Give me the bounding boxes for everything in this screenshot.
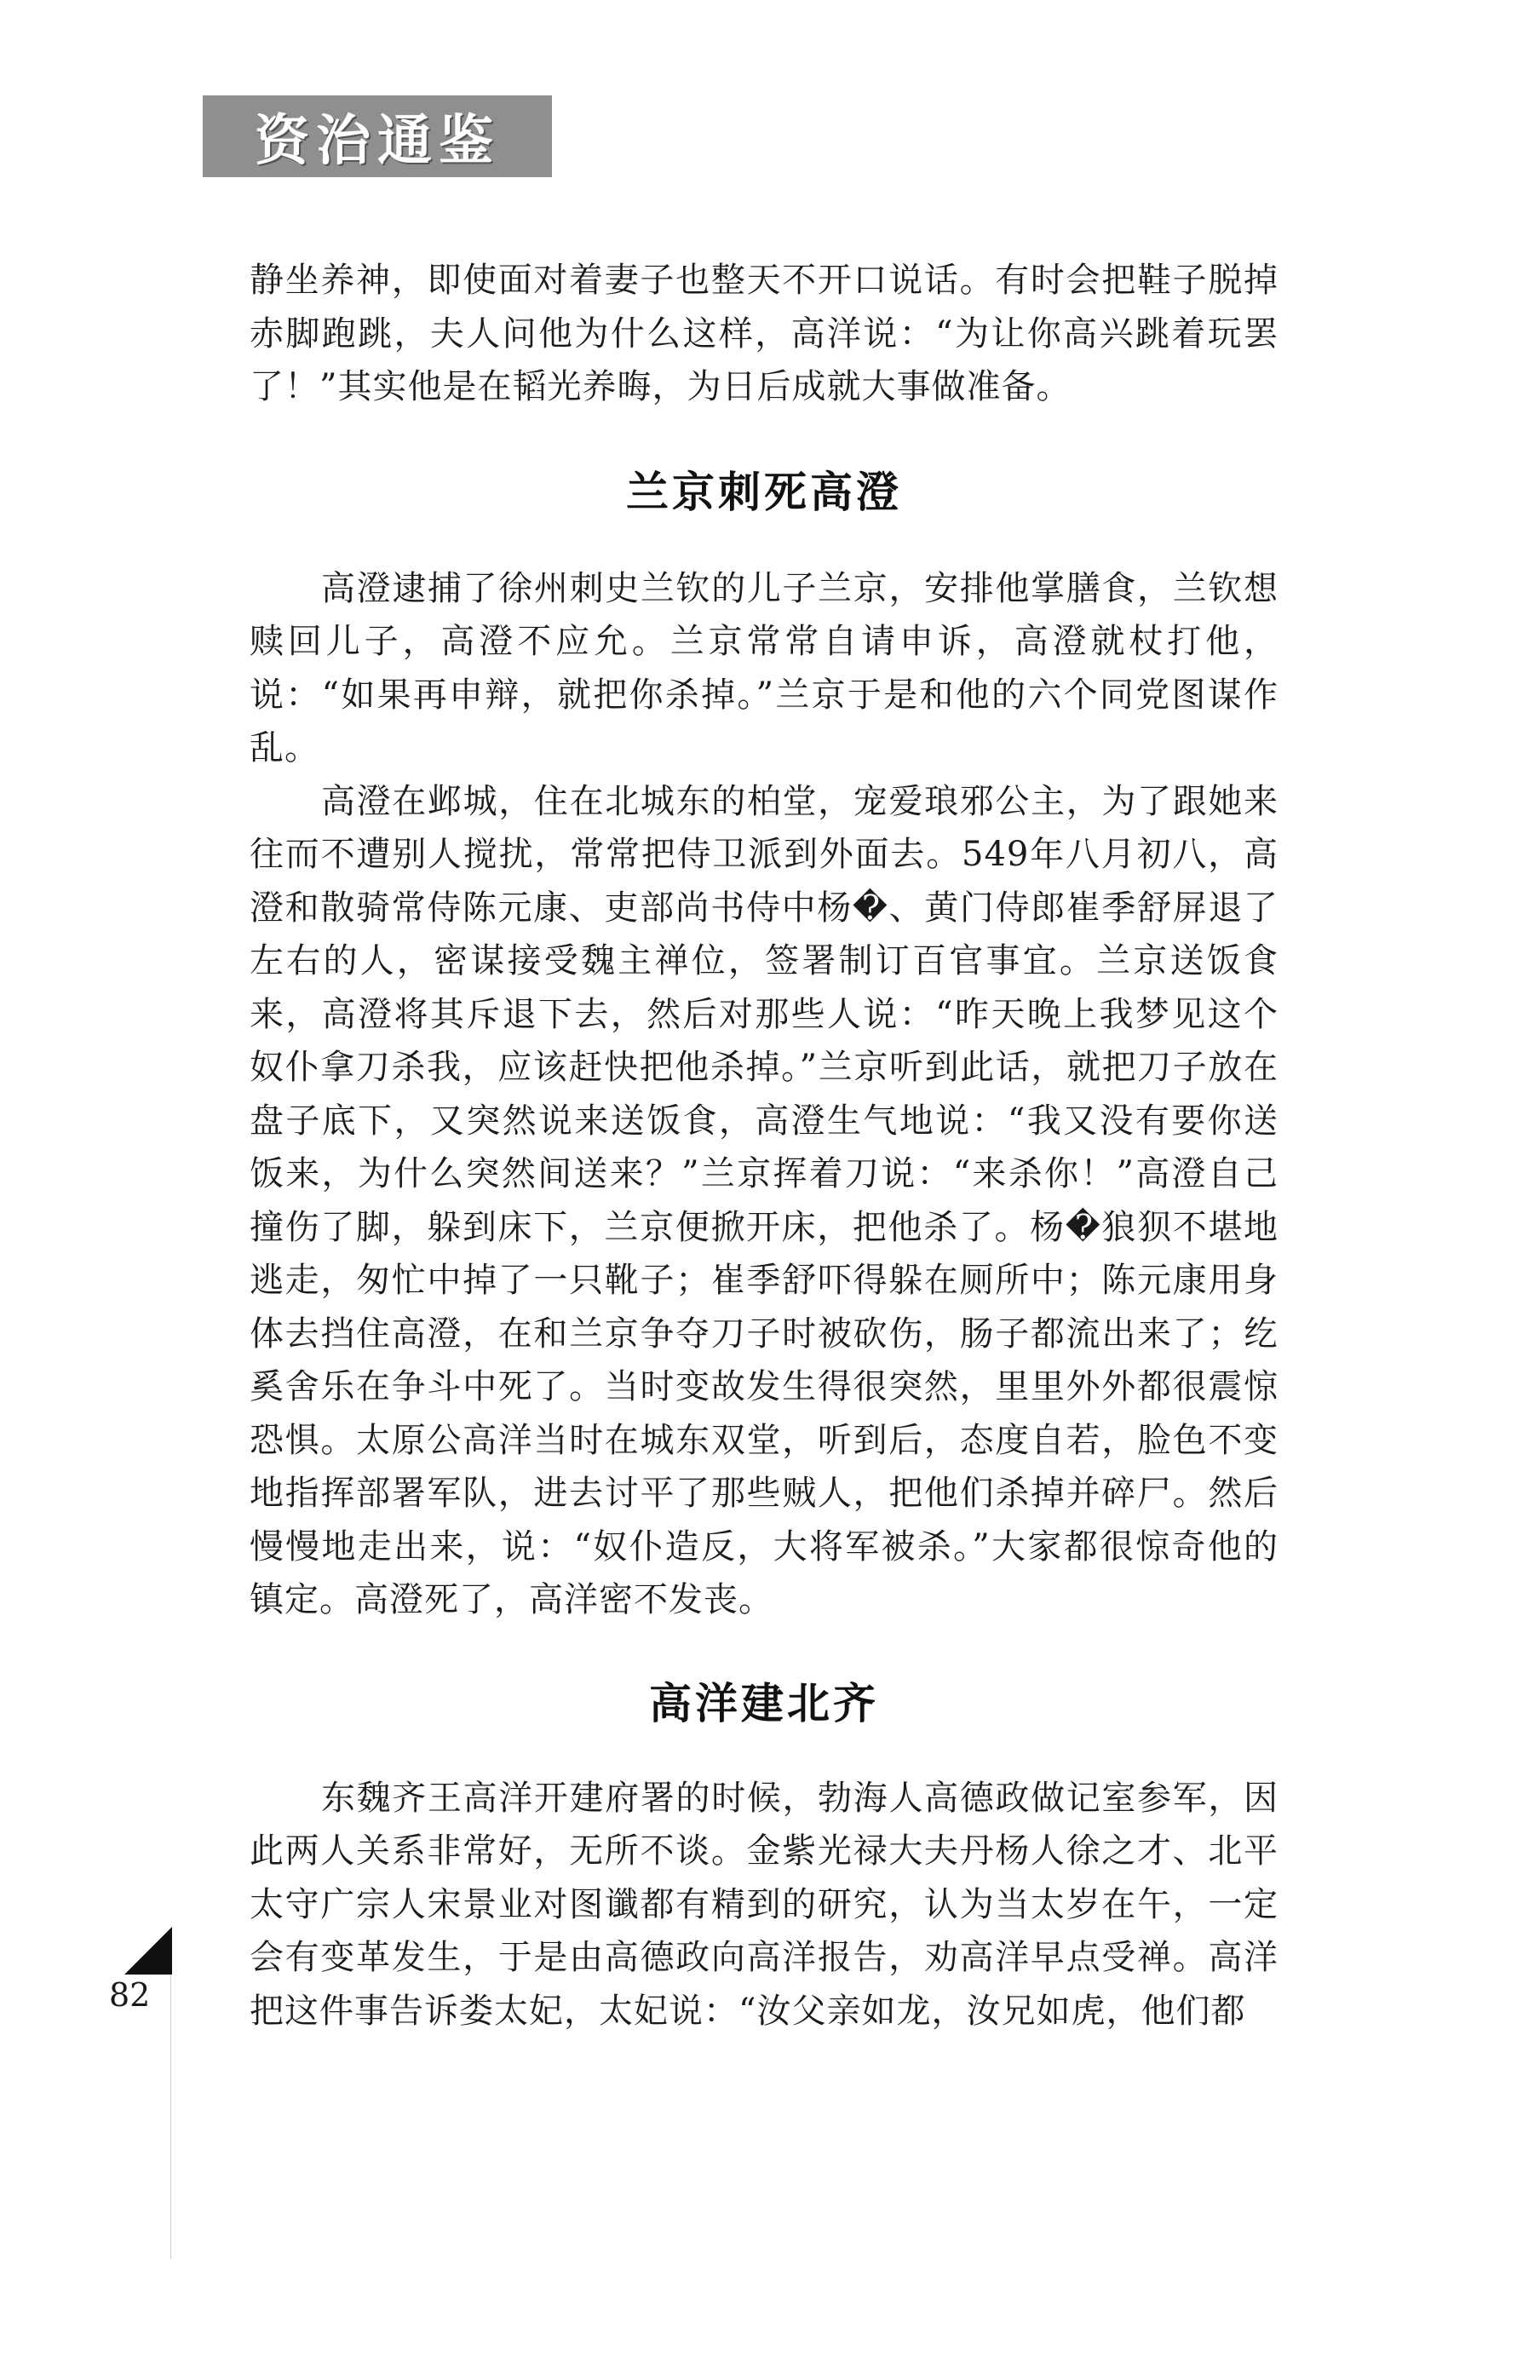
section-2-paragraph-1: 东魏齐王高洋开建府署的时候，勃海人高德政做记室参军，因此两人关系非常好，无所不谈。金紫光禄大夫丹杨人徐之才、北平太守广宗人宋景业对图谶都有精到的研究，认为当太岁在午，一定会有变革发生，于是由高德政向高洋报告，劝高洋早点受禅。高洋把这件事告诉娄太妃，太妃说：“汝父亲如龙，汝兄如虎，他们都 (250, 1778, 1279, 2031)
section-1-paragraph-1: 高澄逮捕了徐州刺史兰钦的儿子兰京，安排他掌膳食，兰钦想赎回儿子，高澄不应允。兰京常常自请申诉，高澄就杖打他，说：“如果再申辩，就把你杀掉。”兰京于是和他的六个同党图谋作乱。 (250, 568, 1279, 767)
page-number: 82 (109, 1976, 151, 2014)
section-heading-gaoyang: 高洋建北齐 (649, 1678, 879, 1728)
margin-rule (170, 1975, 171, 2259)
page-content (250, 254, 1279, 2038)
section-1-paragraph-2: 高澄在邺城，住在北城东的柏堂，宠爱琅邪公主，为了跟她来往而不遭别人搅扰，常常把侍卫派到外面去。549年八月初八，高澄和散骑常侍陈元康、吏部尚书侍中杨�、黄门侍郎崔季舒屏退了左右的人，密谋接受魏主禅位，签署制订百官事宜。兰京送饭食来，高澄将其斥退下去，然后对那些人说：“昨天晚上我梦见这个奴仆拿刀杀我，应该赶快把他杀掉。”兰京听到此话，就把刀子放在盘子底下，又突然说来送饭食，高澄生气地说：“我又没有要你送饭来，为什么突然间送来？”兰京挥着刀说：“来杀你！”高澄自己撞伤了脚，躲到床下，兰京便掀开床，把他杀了。杨�狼狈不堪地逃走，匆忙中掉了一只靴子；崔季舒吓得躲在厕所中；陈元康用身体去挡住高澄，在和兰京争夺刀子时被砍伤，肠子都流出来了；纥奚舍乐在争斗中死了。当时变故发生得很突然，里里外外都很震惊恐惧。太原公高洋当时在城东双堂，听到后，态度自若，脸色不变地指挥部署军队，进去讨平了那些贼人，把他们杀掉并碎尸。然后慢慢地走出来，说：“奴仆造反，大将军被杀。”大家都很惊奇他的镇定。高澄死了，高洋密不发丧。 (250, 781, 1279, 1619)
intro-paragraph: 静坐养神，即使面对着妻子也整天不开口说话。有时会把鞋子脱掉赤脚跑跳，夫人问他为什么这样，高洋说：“为让你高兴跳着玩罢了！”其实他是在韬光养晦，为日后成就大事做准备。 (250, 261, 1279, 406)
section-heading-lanjing: 兰京刺死高澄 (626, 467, 902, 517)
book-title-banner (203, 95, 552, 177)
page-corner-marker (124, 1927, 172, 1975)
book-title: 资治通鉴 (255, 110, 500, 173)
